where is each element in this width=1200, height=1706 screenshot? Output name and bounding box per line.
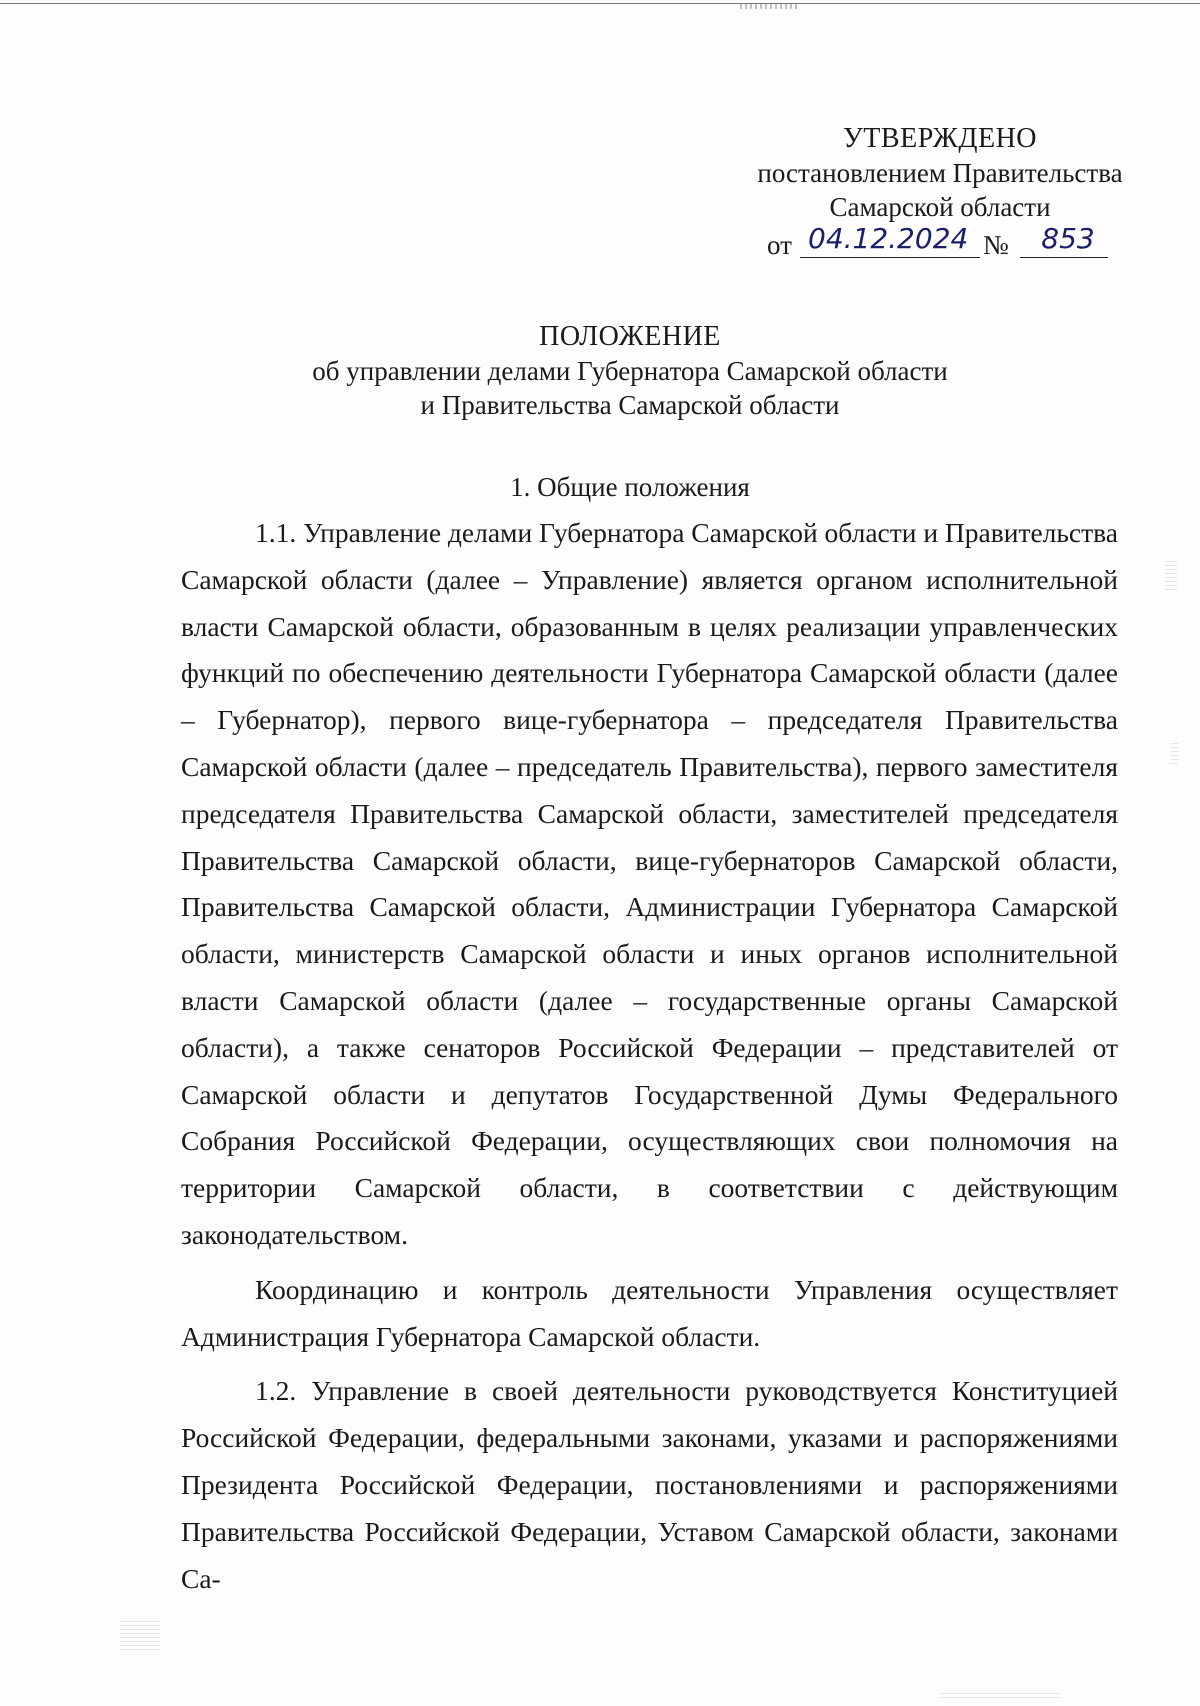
- paragraph-coordination: Координацию и контроль деятельности Управления осуществляет Администрация Губернатора Самарской области.: [181, 1273, 1118, 1352]
- handwritten-number: 853: [1020, 224, 1108, 258]
- document-body: [181, 510, 1118, 1602]
- scan-artifact: [940, 1690, 1060, 1698]
- scan-artifact: [120, 1620, 160, 1650]
- section-heading: 1. Общие положения: [510, 472, 750, 502]
- document-title: ПОЛОЖЕНИЕ: [539, 321, 721, 352]
- scan-top-edge: [0, 3, 1200, 4]
- approval-line-1: постановлением Правительства: [757, 158, 1123, 188]
- number-label: №: [983, 230, 1009, 260]
- approval-date-number-row: [740, 224, 1140, 264]
- document-title-block: [180, 320, 1080, 422]
- paragraph-1-1: 1.1. Управление делами Губернатора Самарской области и Правительства Самарской области (далее – Управление) является органом исполнительной власти Самарской области, образованным в целях реализации управленческих функций по обеспечению деятельности Губернатора Самарской области (далее – Губернатор), первого вице-губернатора – председателя Правительства Самарской области (далее – председатель Правительства), первого заместителя председателя Правительства Самарской области, заместителей председателя Правительства Самарской области, вице-губернаторов Самарской области, Правительства Самарской области, Администрации Губернатора Самарской области, министерств Самарской области и иных органов исполнительной власти Самарской области (далее – государственные органы Самарской области), а также сенаторов Российской Федерации – представителей от Самарской области и депутатов Государственной Думы Федерального Собрания Российской Федерации, осуществляющих свои полномочия на территории Самарской области, в соответствии с действующим законодательством.: [181, 517, 1118, 1250]
- approval-heading: УТВЕРЖДЕНО: [842, 123, 1038, 154]
- scan-artifact: [1170, 740, 1178, 764]
- from-label: от: [767, 230, 792, 260]
- document-subtitle-line-2: и Правительства Самарской области: [420, 390, 840, 420]
- paragraph-1-2: 1.2. Управление в своей деятельности руководствуется Конституцией Российской Федерации, федеральными законами, указами и распоряжениями Президента Российской Федерации, постановлениями и распоряжениями Правительства Российской Федерации, Уставом Самарской области, законами Са-: [181, 1375, 1118, 1594]
- scan-artifact: [740, 4, 800, 9]
- approval-line-2: Самарской области: [829, 192, 1051, 222]
- scan-artifact: [1165, 560, 1177, 590]
- approval-stamp-block: [740, 122, 1140, 264]
- document-subtitle-line-1: об управлении делами Губернатора Самарской области: [312, 356, 948, 386]
- handwritten-date: 04.12.2024: [800, 224, 980, 258]
